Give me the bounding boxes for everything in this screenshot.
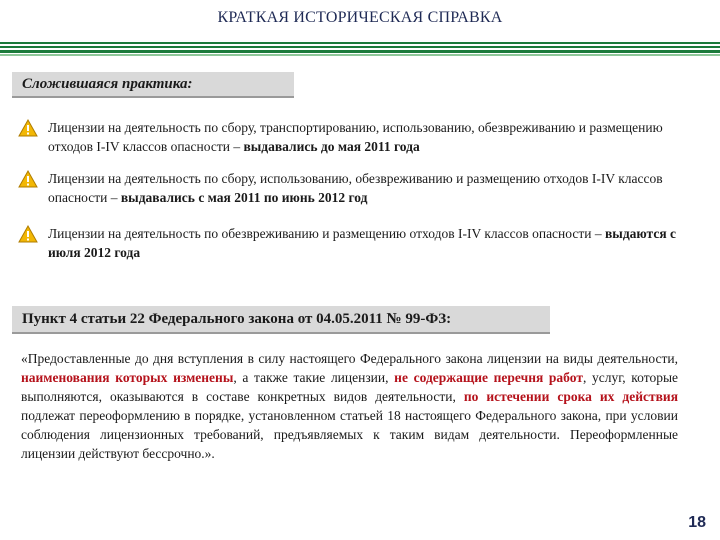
practice-heading: Сложившаяся практика:	[22, 76, 193, 92]
practice-heading-box	[12, 72, 294, 98]
law-heading-box	[12, 306, 550, 334]
bullet-text: Лицензии на деятельность по обезвреживанию и размещению отходов I-IV классов опасности – выдаются с июля 2012 года	[48, 226, 676, 260]
law-heading: Пункт 4 статьи 22 Федерального закона от 04.05.2011 № 99-ФЗ:	[22, 311, 452, 327]
quote-highlight: наименования которых изменены	[21, 370, 234, 385]
stripe-line	[0, 54, 720, 56]
stripe-line	[0, 50, 720, 53]
stripe-line	[0, 42, 720, 44]
law-quote: «Предоставленные до дня вступления в силу настоящего Федерального закона лицензии на виды деятельности, наименования которых изменены, а также такие лицензии, не содержащие перечня работ, услуг, которые выполняются, оказываются в составе конкретных видов деятельности, по истечении срока их действия подлежат переоформлению в порядке, установленном статьей 18 настоящего Федерального закона, при условии соблюдения лицензионных требований, предъявляемых к таким видам деятельности. Переоформленные лицензии действуют бессрочно.».	[21, 351, 679, 461]
quote-highlight: не содержащие перечня работ	[394, 370, 583, 385]
quote-highlight: по истечении срока их действия	[463, 389, 678, 404]
page-title: КРАТКАЯ ИСТОРИЧЕСКАЯ СПРАВКА	[217, 9, 503, 26]
bullet-text: Лицензии на деятельность по сбору, транспортированию, использованию, обезвреживанию и размещению отходов I-IV классов опасности – выдавались до мая 2011 года	[48, 120, 663, 154]
bullet-text: Лицензии на деятельность по сбору, использованию, обезвреживанию и размещению отходов I-IV классов опасности – выдавались с мая 2011 по июнь 2012 год	[48, 171, 663, 205]
stripe-line	[0, 46, 720, 48]
warning-triangle-icon	[18, 119, 38, 137]
page-number: 18	[688, 514, 706, 531]
warning-triangle-icon	[18, 170, 38, 188]
header-stripes	[0, 42, 720, 56]
warning-triangle-icon	[18, 225, 38, 243]
